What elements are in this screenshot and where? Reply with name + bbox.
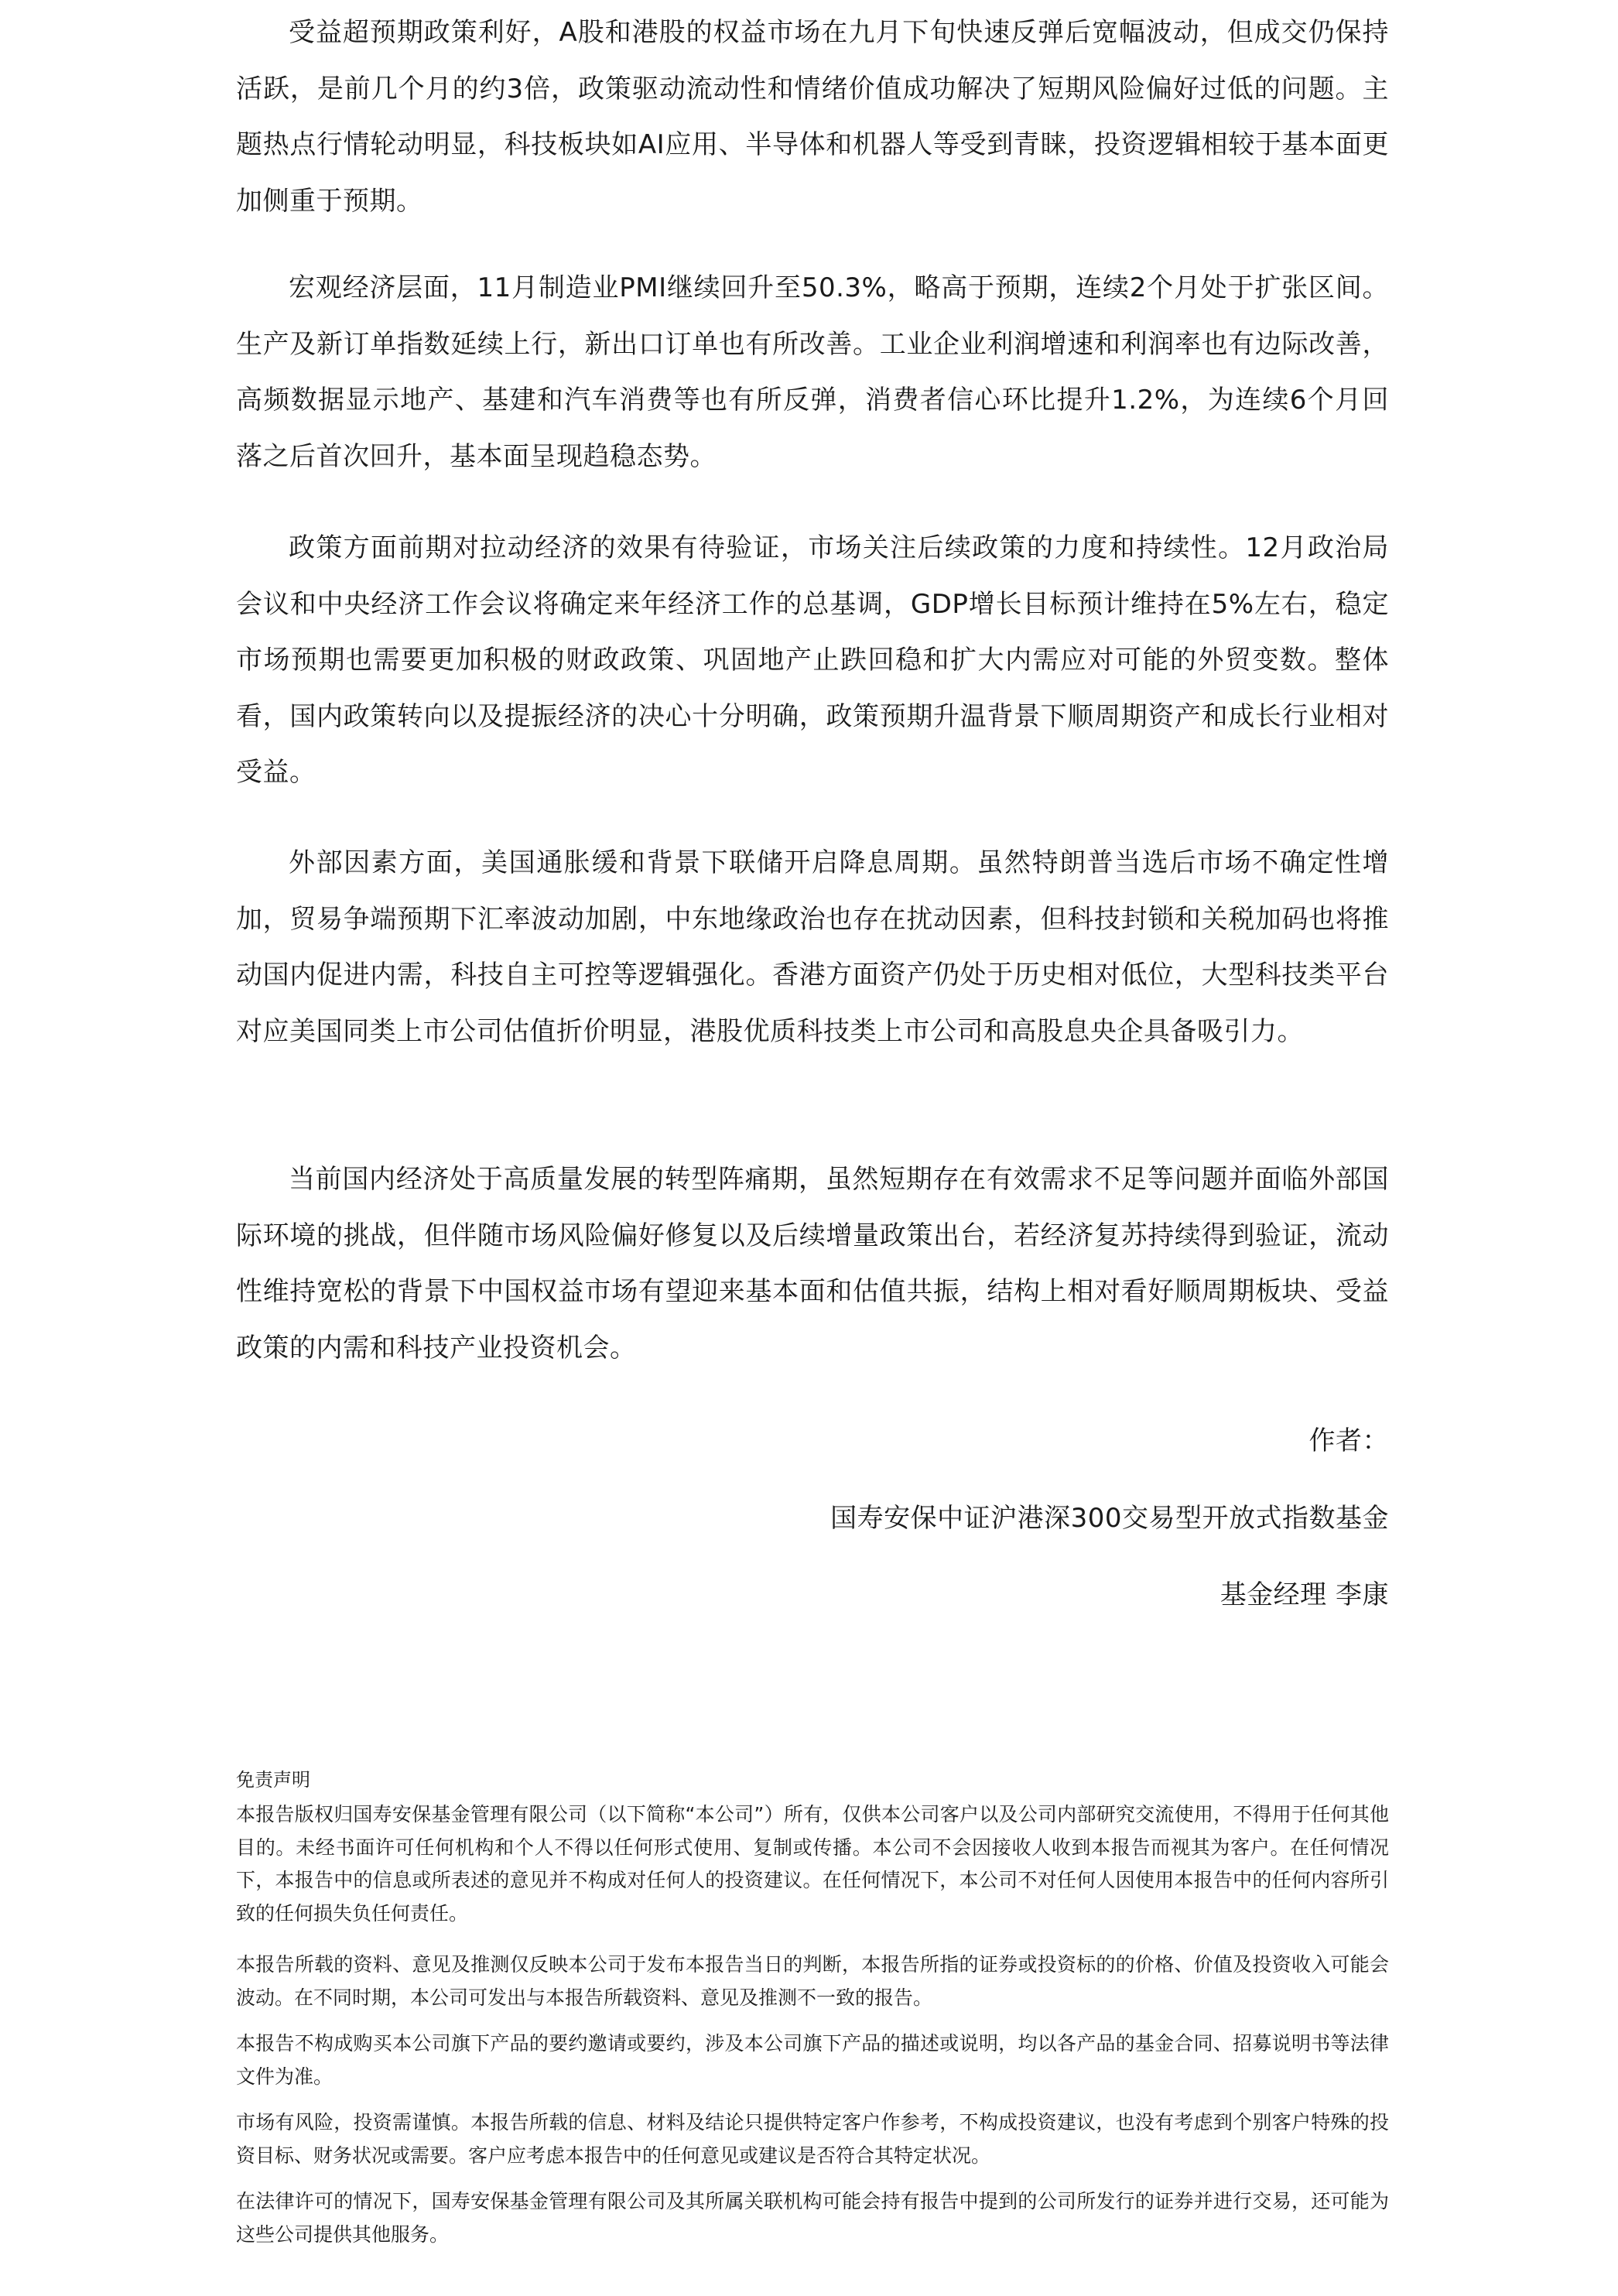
body-paragraph-5: 当前国内经济处于高质量发展的转型阵痛期，虽然短期存在有效需求不足等问题并面临外部国际环境的挑战，但伴随市场风险偏好修复以及后续增量政策出台，若经济复苏持续得到验证，流动性维持宽松的背景下中国权益市场有望迎来基本面和估值共振，结构上相对看好顺周期板块、受益政策的内需和科技产业投资机会。 bbox=[236, 1164, 1389, 1364]
disclaimer-paragraph-1: 本报告版权归国寿安保基金管理有限公司（以下简称“本公司”）所有，仅供本公司客户以及公司内部研究交流使用，不得用于任何其他目的。未经书面许可任何机构和个人不得以任何形式使用、复制或传播。本公司不会因接收人收到本报告而视其为客户。在任何情况下，本报告中的信息或所表述的意见并不构成对任何人的投资建议。在任何情况下，本公司不对任何人因使用本报告中的任何内容所引致的任何损失负任何责任。 bbox=[236, 1803, 1389, 1925]
disclaimer-paragraph-5: 在法律许可的情况下，国寿安保基金管理有限公司及其所属关联机构可能会持有报告中提到的公司所发行的证券并进行交易，还可能为这些公司提供其他服务。 bbox=[236, 2190, 1389, 2246]
disclaimer-paragraph-2: 本报告所载的资料、意见及推测仅反映本公司于发布本报告当日的判断，本报告所指的证券或投资标的的价格、价值及投资收入可能会波动。在不同时期，本公司可发出与本报告所载资料、意见及推测不一致的报告。 bbox=[236, 1953, 1389, 2009]
body-paragraph-1: 受益超预期政策利好，A股和港股的权益市场在九月下旬快速反弹后宽幅波动，但成交仍保持活跃，是前几个月的约3倍，政策驱动流动性和情绪价值成功解决了短期风险偏好过低的问题。主题热点行情轮动明显，科技板块如AI应用、半导体和机器人等受到青睐，投资逻辑相较于基本面更加侧重于预期。 bbox=[236, 17, 1389, 217]
body-paragraph-4: 外部因素方面，美国通胀缓和背景下联储开启降息周期。虽然特朗普当选后市场不确定性增加，贸易争端预期下汇率波动加剧，中东地缘政治也存在扰动因素，但科技封锁和关税加码也将推动国内促进内需，科技自主可控等逻辑强化。香港方面资产仍处于历史相对低位，大型科技类平台对应美国同类上市公司估值折价明显，港股优质科技类上市公司和高股息央企具备吸引力。 bbox=[236, 847, 1389, 1047]
fund-name: 国寿安保中证沪港深300交易型开放式指数基金 bbox=[830, 1503, 1389, 1534]
body-paragraph-2: 宏观经济层面，11月制造业PMI继续回升至50.3%，略高于预期，连续2个月处于扩张区间。生产及新订单指数延续上行，新出口订单也有所改善。工业企业利润增速和利润率也有边际改善，高频数据显示地产、基建和汽车消费等也有所反弹，消费者信心环比提升1.2%，为连续6个月回落之后首次回升，基本面呈现趋稳态势。 bbox=[236, 272, 1389, 472]
disclaimer-title: 免责声明 bbox=[236, 1769, 310, 1791]
disclaimer-paragraph-4: 市场有风险，投资需谨慎。本报告所载的信息、材料及结论只提供特定客户作参考，不构成投资建议，也没有考虑到个别客户特殊的投资目标、财务状况或需要。客户应考虑本报告中的任何意见或建议是否符合其特定状况。 bbox=[236, 2111, 1389, 2167]
fund-manager: 基金经理 李康 bbox=[1219, 1579, 1389, 1610]
disclaimer-paragraph-3: 本报告不构成购买本公司旗下产品的要约邀请或要约，涉及本公司旗下产品的描述或说明，均以各产品的基金合同、招募说明书等法律文件为准。 bbox=[236, 2032, 1389, 2088]
author-label: 作者： bbox=[1308, 1425, 1389, 1456]
body-paragraph-3: 政策方面前期对拉动经济的效果有待验证，市场关注后续政策的力度和持续性。12月政治局会议和中央经济工作会议将确定来年经济工作的总基调，GDP增长目标预计维持在5%左右，稳定市场预期也需要更加积极的财政政策、巩固地产止跌回稳和扩大内需应对可能的外贸变数。整体看，国内政策转向以及提振经济的决心十分明确，政策预期升温背景下顺周期资产和成长行业相对受益。 bbox=[236, 532, 1389, 788]
